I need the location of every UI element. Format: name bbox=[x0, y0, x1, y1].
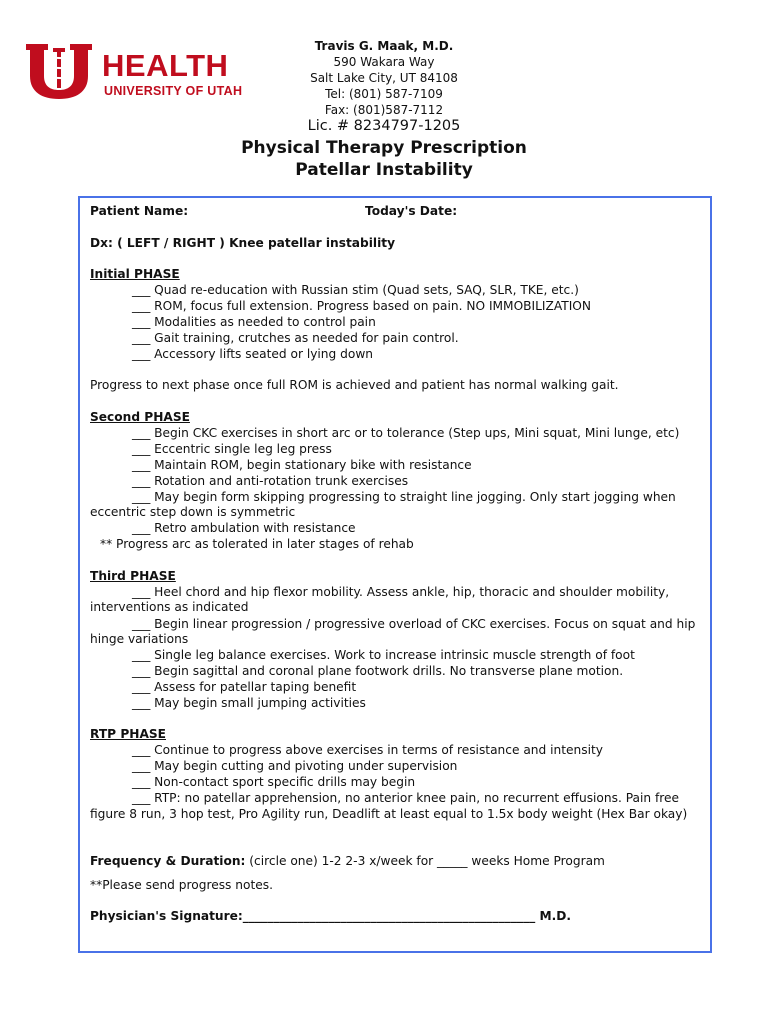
second-item-3: ___ Maintain ROM, begin stationary bike with resistance bbox=[132, 458, 472, 472]
second-phase-note: ** Progress arc as tolerated in later stages of rehab bbox=[100, 537, 414, 551]
second-item-5-wrap: eccentric step down is symmetric bbox=[90, 505, 296, 519]
physician-name: Travis G. Maak, M.D. bbox=[314, 39, 454, 53]
initial-item-5: ___ Accessory lifts seated or lying down bbox=[132, 347, 374, 361]
initial-item-1: ___ Quad re-education with Russian stim (Quad sets, SAQ, SLR, TKE, etc.) bbox=[132, 283, 579, 297]
initial-phase-heading: Initial PHASE bbox=[90, 267, 180, 281]
third-item-2: ___ Begin linear progression / progressive overload of CKC exercises. Focus on squat and hip bbox=[132, 617, 696, 631]
diagnosis: Dx: ( LEFT / RIGHT ) Knee patellar instability bbox=[90, 236, 396, 250]
second-item-1: ___ Begin CKC exercises in short arc or to tolerance (Step ups, Mini squat, Mini lunge, etc) bbox=[132, 426, 680, 440]
university-of-utah-health-logo bbox=[24, 42, 254, 102]
second-item-6: ___ Retro ambulation with resistance bbox=[132, 521, 356, 535]
initial-item-4: ___ Gait training, crutches as needed for pain control. bbox=[132, 331, 459, 345]
rtp-item-3: ___ Non-contact sport specific drills may begin bbox=[132, 775, 416, 789]
second-item-4: ___ Rotation and anti-rotation trunk exercises bbox=[132, 474, 409, 488]
second-phase-heading: Second PHASE bbox=[90, 410, 190, 424]
second-item-5: ___ May begin form skipping progressing to straight line jogging. Only start jogging when bbox=[132, 490, 676, 504]
rtp-item-4-wrap: figure 8 run, 3 hop test, Pro Agility run, Deadlift at least equal to 1.5x body weight (Hex Bar okay) bbox=[90, 807, 688, 821]
third-item-3: ___ Single leg balance exercises. Work to increase intrinsic muscle strength of foot bbox=[132, 648, 635, 662]
license-number: Lic. # 8234797-1205 bbox=[307, 118, 461, 134]
third-item-1: ___ Heel chord and hip flexor mobility. Assess ankle, hip, thoracic and shoulder mobility, bbox=[132, 585, 670, 599]
progress-notes-request: **Please send progress notes. bbox=[90, 878, 273, 892]
frequency-duration bbox=[90, 854, 605, 869]
signature-suffix: M.D. bbox=[539, 909, 572, 923]
rtp-item-4: ___ RTP: no patellar apprehension, no anterior knee pain, no recurrent effusions. Pain free bbox=[132, 791, 679, 805]
initial-progress-note: Progress to next phase once full ROM is achieved and patient has normal walking gait. bbox=[90, 378, 619, 392]
title-line-2: Patellar Instability bbox=[295, 160, 473, 180]
third-item-5: ___ Assess for patellar taping benefit bbox=[132, 680, 357, 694]
page-title bbox=[184, 137, 584, 181]
physician-address-1: 590 Wakara Way bbox=[333, 55, 435, 69]
physician-info bbox=[284, 38, 484, 118]
title-line-1: Physical Therapy Prescription bbox=[241, 138, 527, 158]
second-item-2: ___ Eccentric single leg leg press bbox=[132, 442, 332, 456]
initial-item-3: ___ Modalities as needed to control pain bbox=[132, 315, 376, 329]
physician-address-2: Salt Lake City, UT 84108 bbox=[310, 71, 458, 85]
frequency-label: Frequency & Duration: bbox=[90, 854, 246, 868]
third-item-4: ___ Begin sagittal and coronal plane footwork drills. No transverse plane motion. bbox=[132, 664, 624, 678]
initial-item-2: ___ ROM, focus full extension. Progress based on pain. NO IMMOBILIZATION bbox=[132, 299, 591, 313]
physician-signature bbox=[90, 909, 571, 924]
logo-wordmark: HEALTH bbox=[102, 48, 229, 83]
patient-name-label: Patient Name: bbox=[90, 204, 189, 218]
third-phase-heading: Third PHASE bbox=[90, 569, 176, 583]
third-item-2-wrap: hinge variations bbox=[90, 632, 189, 646]
university-of-utah-u-logo bbox=[24, 42, 94, 100]
rtp-item-1: ___ Continue to progress above exercises in terms of resistance and intensity bbox=[132, 743, 603, 757]
logo-subtitle: UNIVERSITY OF UTAH bbox=[104, 84, 243, 98]
rtp-item-2: ___ May begin cutting and pivoting under supervision bbox=[132, 759, 458, 773]
signature-line[interactable]: ________________________________________________ bbox=[242, 909, 536, 923]
third-item-6: ___ May begin small jumping activities bbox=[132, 696, 366, 710]
todays-date-label: Today's Date: bbox=[365, 204, 458, 218]
third-item-1-wrap: interventions as indicated bbox=[90, 600, 249, 614]
signature-label: Physician's Signature: bbox=[90, 909, 243, 923]
physician-fax: Fax: (801)587-7112 bbox=[324, 103, 444, 117]
frequency-options: (circle one) 1-2 2-3 x/week for _____ weeks Home Program bbox=[249, 854, 605, 868]
physician-tel: Tel: (801) 587-7109 bbox=[325, 87, 443, 101]
rtp-phase-heading: RTP PHASE bbox=[90, 727, 166, 741]
